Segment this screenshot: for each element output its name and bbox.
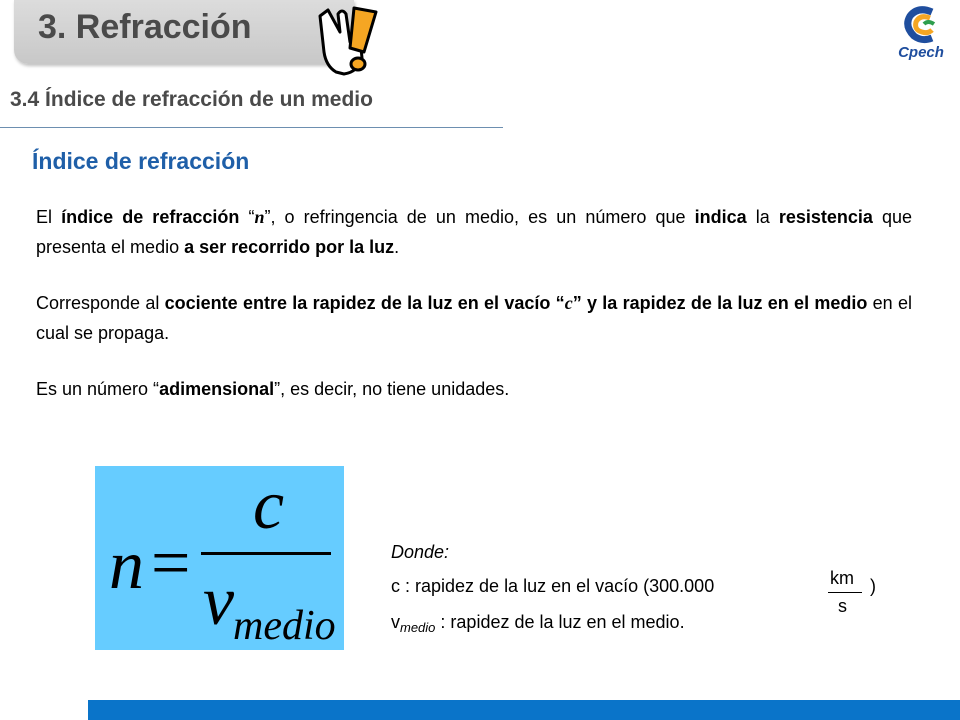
subsection-title: Índice de refracción (32, 148, 250, 174)
logo-text: Cpech (898, 44, 944, 61)
cpech-logo-mark-icon (888, 4, 954, 48)
cpech-logo (888, 4, 954, 68)
legend-v-line: $v_{medio}$ : rapidez de la luz en el medio. (391, 612, 685, 635)
section-title: 3.4 Índice de refracción de un medio (10, 88, 373, 111)
unit-numerator: km (830, 568, 854, 588)
footer-bar (88, 700, 960, 720)
legend-c-line: c : rapidez de la luz en el vacío (300.000 (391, 576, 715, 596)
unit-denominator: s (838, 596, 847, 616)
paragraph-dimensionless: Es un número “adimensional”, es decir, no tiene unidades. (36, 379, 510, 399)
section-divider (0, 127, 503, 128)
pointing-hand-exclamation-icon (314, 2, 386, 78)
formula-equals: = (151, 525, 191, 602)
page-title: 3. Refracción (38, 8, 252, 46)
unit-fraction-bar (828, 592, 862, 593)
unit-close-paren: ) (870, 576, 876, 596)
formula-denominator-subscript: medio (233, 603, 336, 649)
formula-lhs: n (109, 527, 144, 604)
formula-box (95, 466, 344, 650)
formula-numerator: c (253, 467, 285, 544)
formula-denominator: v (203, 563, 235, 640)
legend-donde: Donde: (391, 542, 450, 562)
paragraph-definition: El índice de refracción “n”, o refringencia de un medio, es un número que indica la resistencia que presenta el medio a ser recorrido por la luz. (36, 207, 913, 257)
formula-fraction-bar (201, 552, 331, 555)
paragraph-quotient: Corresponde al cociente entre la rapidez de la luz en el vacío “c” y la rapidez de la luz en el medio en el cual se propaga. (36, 293, 912, 343)
